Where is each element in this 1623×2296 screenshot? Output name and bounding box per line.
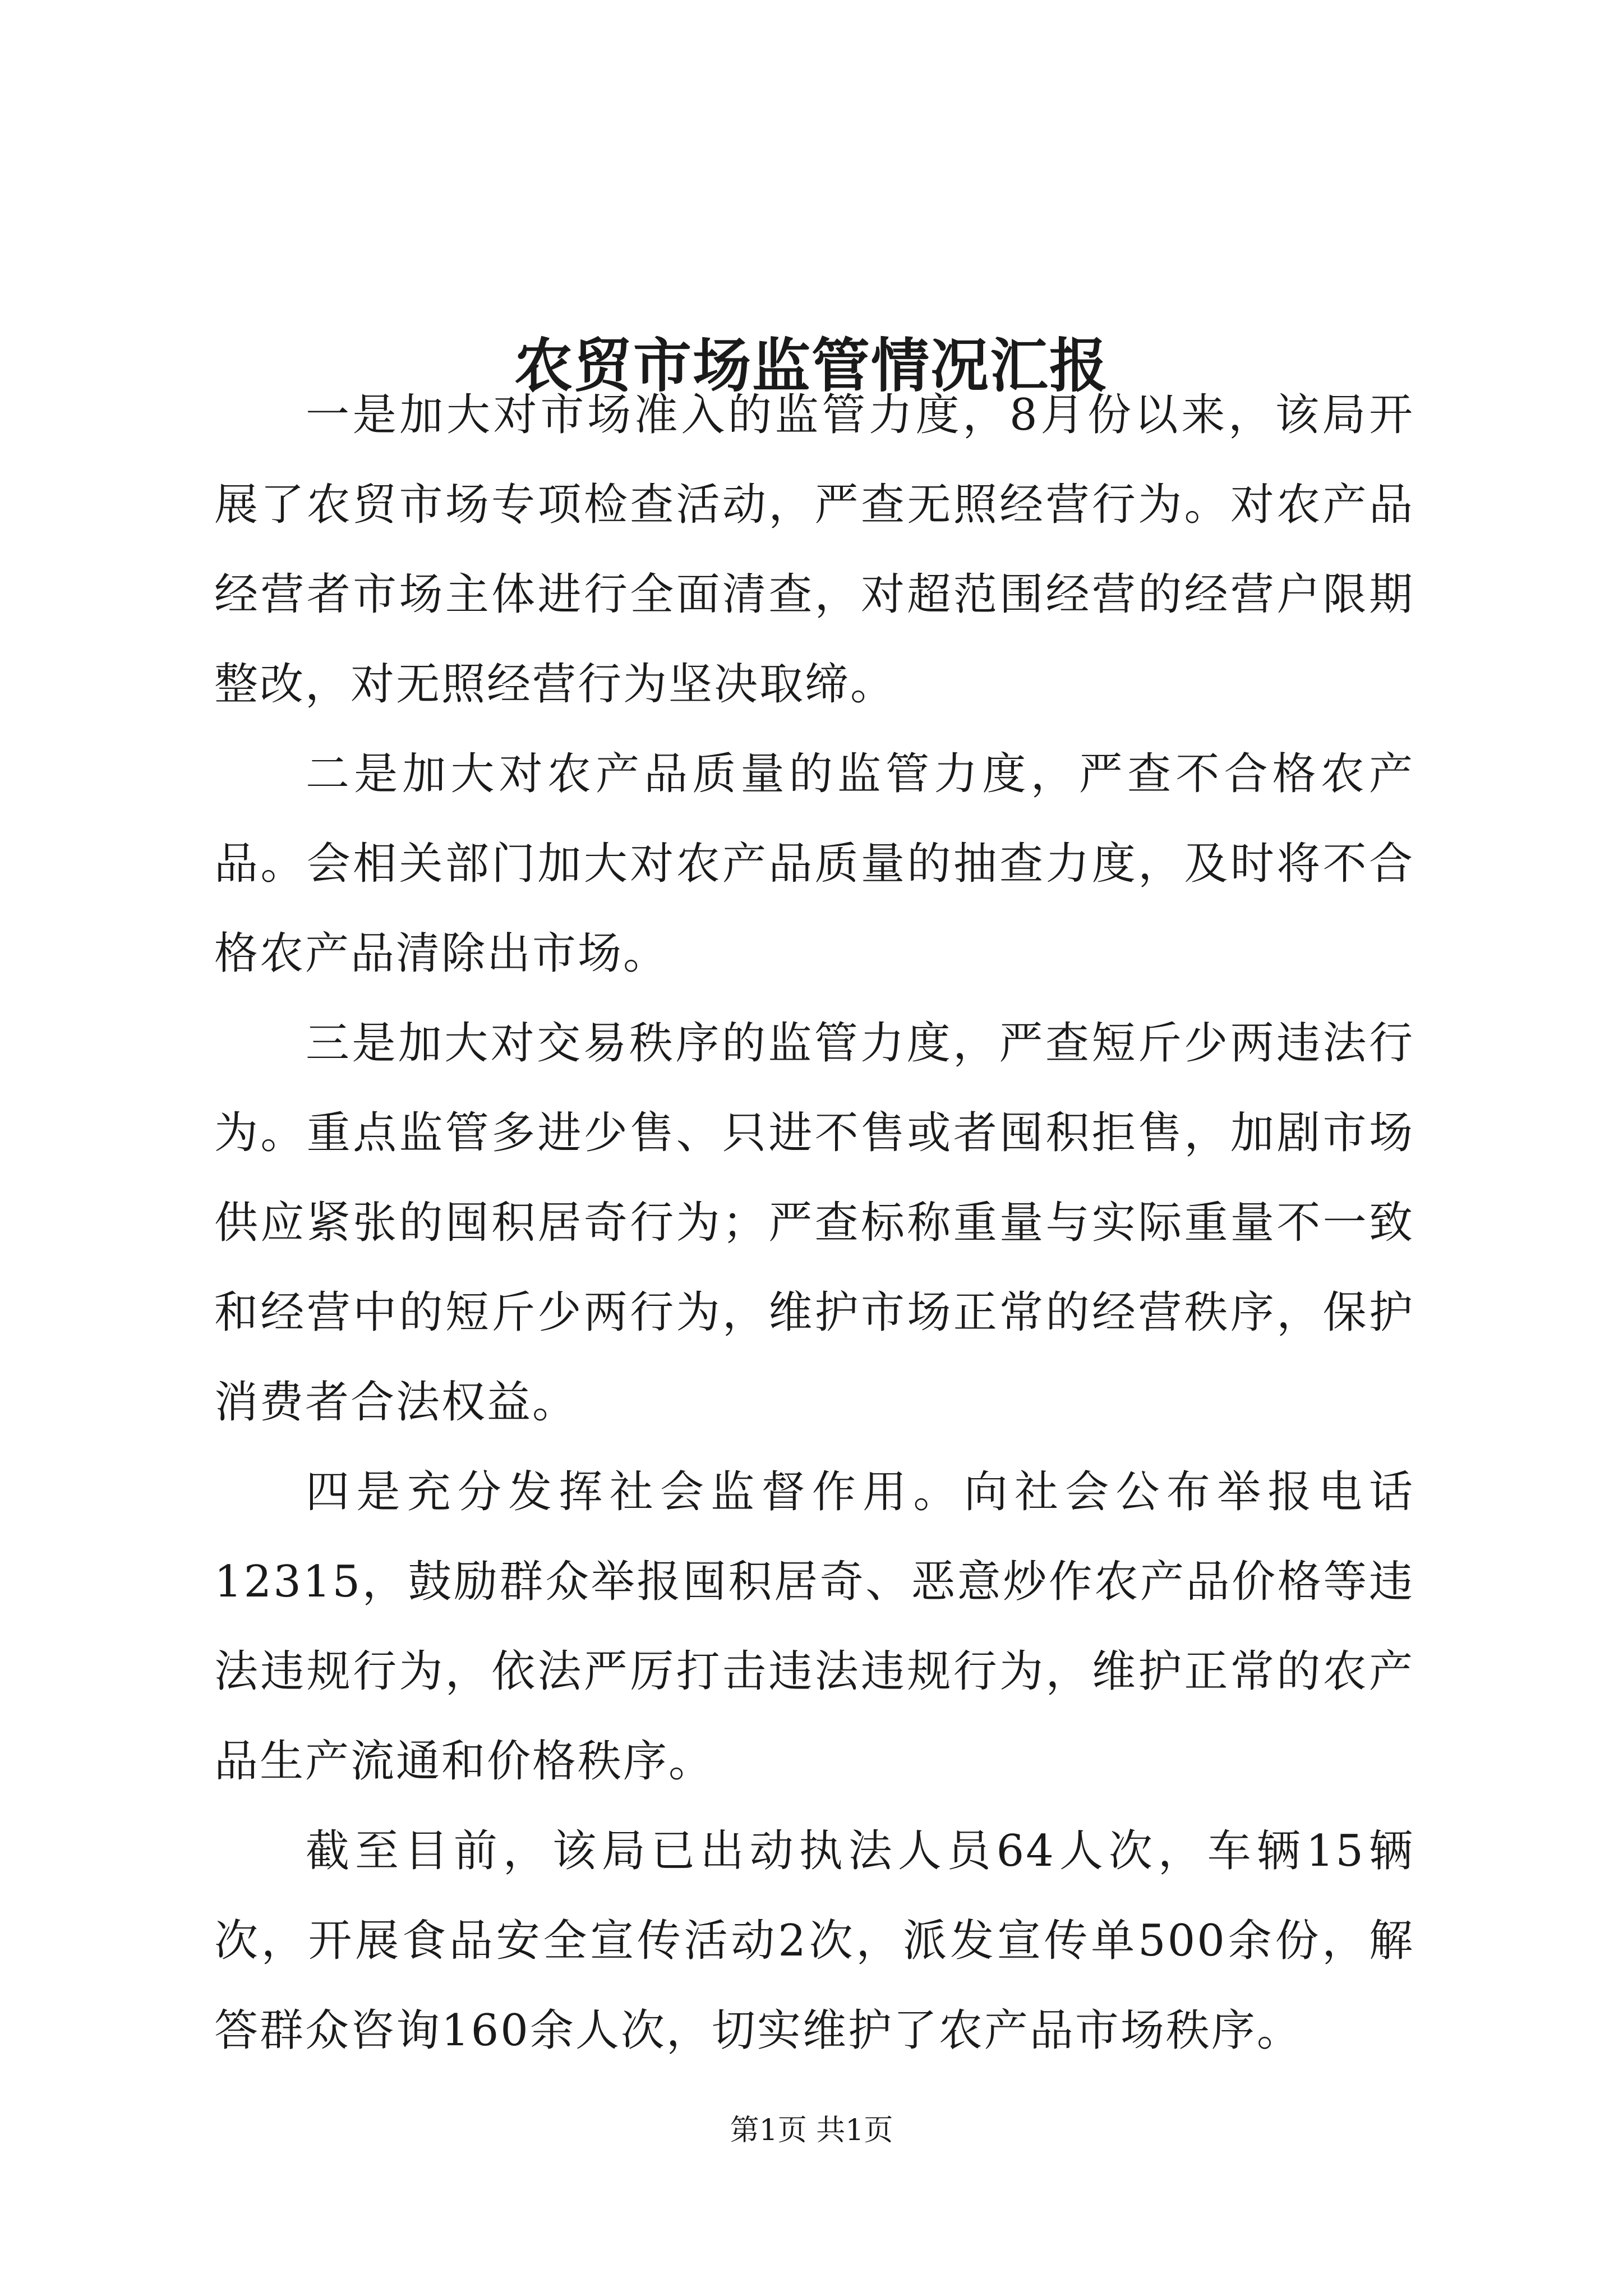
paragraph-summary: 截至目前，该局已出动执法人员64人次，车辆15辆次，开展食品安全宣传活动2次，派发宣传单500余份，解答群众咨询160余人次，切实维护了农产品市场秩序。 xyxy=(214,1826,1414,2056)
paragraph-trade-order: 三是加大对交易秩序的监管力度，严查短斤少两违法行为。重点监管多进少售、只进不售或者囤积拒售，加剧市场供应紧张的囤积居奇行为；严查标称重量与实际重量不一致和经营中的短斤少两行为，维护市场正常的经营秩序，保护消费者合法权益。 xyxy=(214,1018,1414,1428)
paragraph-market-access: 一是加大对市场准入的监管力度，8月份以来，该局开展了农贸市场专项检查活动，严查无照经营行为。对农产品经营者市场主体进行全面清查，对超范围经营的经营户限期整改，对无照经营行为坚决取缔。 xyxy=(214,390,1414,710)
paragraph-product-quality: 二是加大对农产品质量的监管力度，严查不合格农产品。会相关部门加大对农产品质量的抽查力度，及时将不合格农产品清除出市场。 xyxy=(214,749,1414,979)
paragraph-public-supervision: 四是充分发挥社会监督作用。向社会公布举报电话12315，鼓励群众举报囤积居奇、恶意炒作农产品价格等违法违规行为，依法严厉打击违法违规行为，维护正常的农产品生产流通和价格秩序。 xyxy=(214,1467,1414,1787)
document-title: 农贸市场监管情况汇报 xyxy=(514,330,1109,400)
document-body xyxy=(214,370,1414,2076)
page-number-footer: 第1页 共1页 xyxy=(730,2114,893,2147)
